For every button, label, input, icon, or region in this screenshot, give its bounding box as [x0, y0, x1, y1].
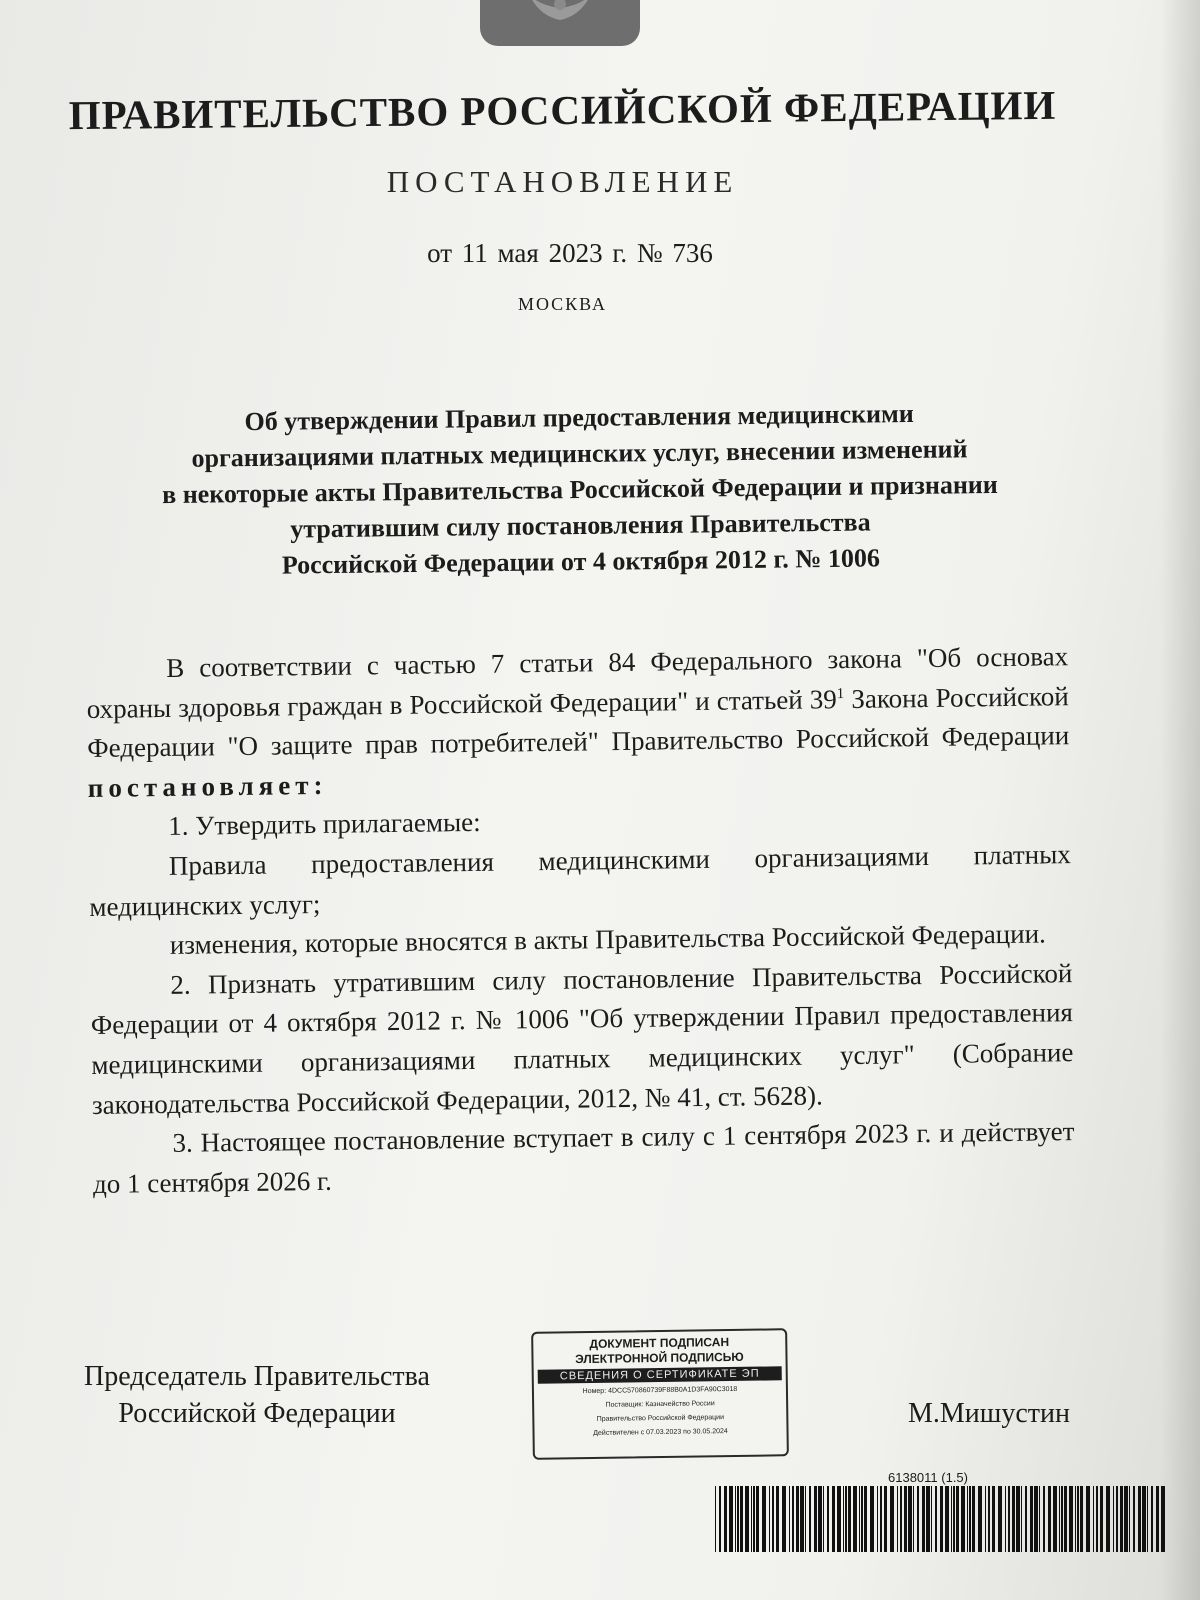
document-type: ПОСТАНОВЛЕНИЕ — [386, 164, 739, 199]
stamp-line: Номер: 4DCC570860739F88B0A1D3FA90C3018 — [582, 1385, 738, 1396]
preamble-text-1: В соответствии с частью 7 статьи 84 Федерального закона "Об основах охраны здоровья граждан в Российской Федерации" и статьей 39 — [86, 641, 1069, 724]
eagle-emblem-icon — [520, 0, 600, 24]
item-3: 3. Настоящее постановление вступает в силу с 1 сентября 2023 г. и действует до 1 сентября 2026 г. — [92, 1116, 1075, 1199]
state-emblem — [480, 0, 640, 46]
document-place: МОСКВА — [517, 294, 608, 314]
preamble-text-2: Закона Российской Федерации "О защите прав потребителей" Правительство Российской Федерации — [87, 680, 1070, 764]
stamp-line: ДОКУМЕНТ ПОДПИСАН — [589, 1335, 730, 1351]
decree-word: постановляет: — [87, 769, 328, 803]
document-heading — [79, 394, 1081, 586]
barcode-number: 6138011 (1.5) — [888, 1470, 968, 1485]
signatory-position-line: Российской Федерации — [118, 1398, 396, 1429]
stamp-certificate-header: СВЕДЕНИЯ О СЕРТИФИКАТЕ ЭП — [538, 1366, 782, 1383]
heading-line: утратившим силу постановления Правительства — [290, 507, 871, 544]
heading-line: Об утверждении Правил предоставления медицинскими — [244, 398, 914, 437]
heading-line: в некоторые акты Правительства Российской Федерации и признании — [162, 469, 998, 510]
preamble-superscript: 1 — [836, 685, 845, 702]
electronic-signature-stamp — [531, 1328, 789, 1460]
document-body — [86, 637, 1075, 1204]
signatory-position — [84, 1358, 430, 1432]
item-1: 1. Утвердить прилагаемые: — [168, 807, 481, 842]
government-title: ПРАВИТЕЛЬСТВО РОССИЙСКОЙ ФЕДЕРАЦИИ — [68, 81, 1057, 139]
stamp-line: Правительство Российской Федерации — [596, 1414, 725, 1423]
barcode — [715, 1486, 1175, 1552]
stamp-line: ЭЛЕКТРОННОЙ ПОДПИСЬЮ — [575, 1349, 744, 1367]
item-1-changes: изменения, которые вносятся в акты Правительства Российской Федерации. — [169, 918, 1046, 961]
item-1-rules: Правила предоставления медицинскими организациями платных медицинских услуг; — [89, 839, 1071, 922]
document-date-number: от 11 мая 2023 г. № 736 — [427, 238, 713, 268]
stamp-line: Действителен с 07.03.2023 по 30.05.2024 — [593, 1428, 728, 1437]
heading-line: Российской Федерации от 4 октября 2012 г. № 1006 — [281, 543, 881, 580]
item-2: 2. Признать утратившим силу постановление Правительства Российской Федерации от 4 октября 2012 г. № 1006 "Об утверждении Правил предоставления медицинскими организациями платных медицинских услуг" (Собрание законодательства Российской Федерации, 2012, № 41, ст. 5628). — [90, 957, 1074, 1120]
page-edge-shadow — [1160, 0, 1200, 1600]
stamp-line: Поставщик: Казначейство России — [605, 1400, 715, 1409]
signatory-name: М.Мишустин — [908, 1398, 1070, 1429]
heading-line: организациями платных медицинских услуг, внесении изменений — [191, 434, 968, 473]
preamble-paragraph — [86, 637, 1070, 808]
signatory-position-line: Председатель Правительства — [84, 1361, 430, 1392]
